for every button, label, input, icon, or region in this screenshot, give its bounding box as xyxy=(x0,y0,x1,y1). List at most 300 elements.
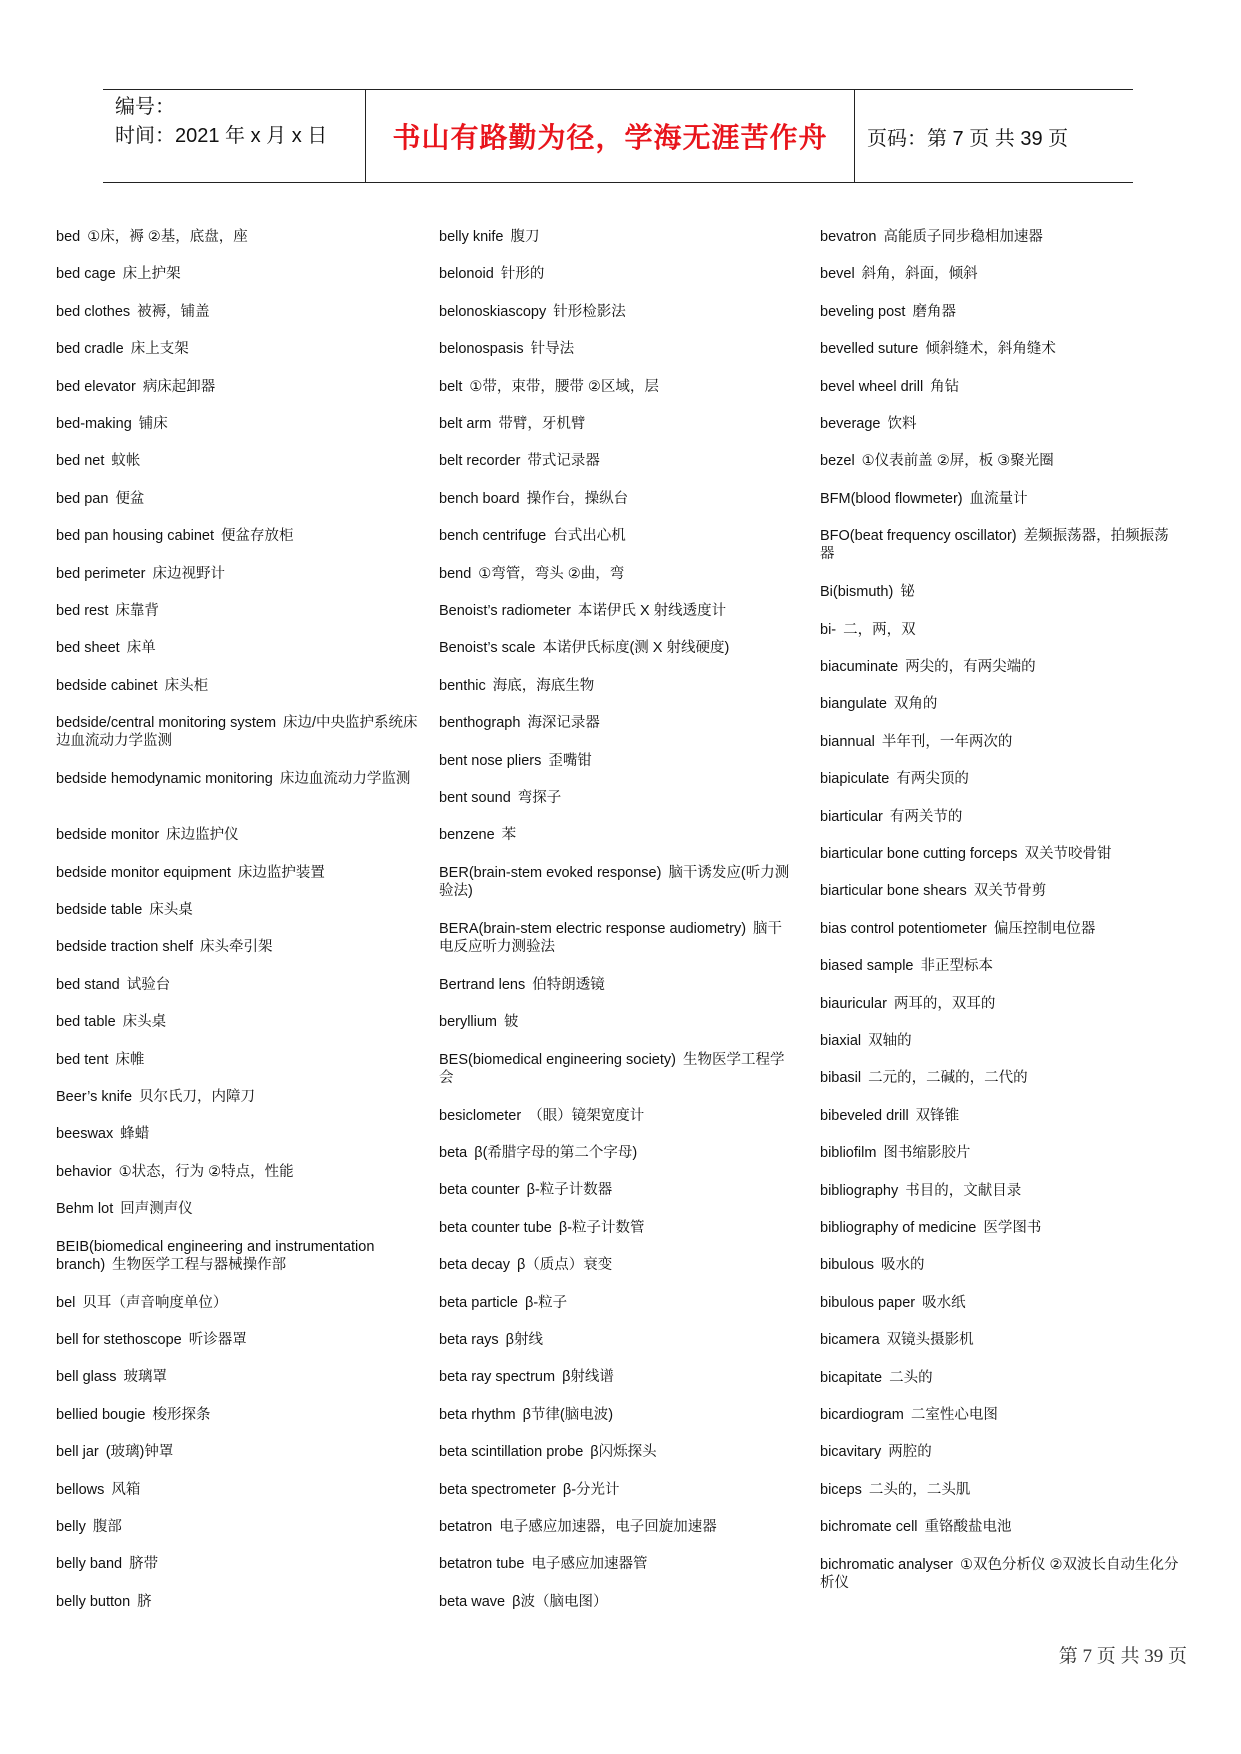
glossary-entry xyxy=(820,265,1180,283)
term-english: bed stand xyxy=(56,976,120,993)
glossary-entry xyxy=(820,228,1180,246)
term-english: beta spectrometer xyxy=(439,1481,556,1498)
term-chinese: 有两关节的 xyxy=(889,808,963,825)
page-footer-number: 第 7 页 共 39 页 xyxy=(1058,1646,1187,1667)
term-english: besiclometer xyxy=(439,1107,522,1124)
term-english: biangulate xyxy=(820,696,887,713)
term-english: bichromate cell xyxy=(820,1519,918,1536)
glossary-entry xyxy=(820,1032,1180,1050)
glossary-entry xyxy=(439,527,794,545)
term-chinese: 两腔的 xyxy=(888,1444,932,1461)
term-english: bell glass xyxy=(56,1369,117,1386)
document-time-label: 时间：2021 年 x 月 x 日 xyxy=(115,125,328,147)
term-english: belonoskiascopy xyxy=(439,303,547,320)
term-chinese: 蚊帐 xyxy=(111,453,141,470)
term-chinese: 床靠背 xyxy=(115,603,159,619)
glossary-entry xyxy=(439,639,794,657)
term-english: bed xyxy=(56,229,81,245)
glossary-entry xyxy=(56,864,422,882)
term-english: bent nose pliers xyxy=(439,752,542,769)
glossary-entry xyxy=(56,1331,422,1349)
term-english: biased sample xyxy=(820,958,914,975)
term-english: Bi(bismuth) xyxy=(820,584,894,601)
term-english: belt recorder xyxy=(439,453,521,470)
term-english: beveling post xyxy=(820,303,906,320)
glossary-entry xyxy=(439,1107,794,1125)
glossary-entry xyxy=(56,228,422,246)
term-chinese: 图书缩影胶片 xyxy=(883,1145,971,1162)
glossary-entry xyxy=(820,1406,1180,1424)
glossary-entry xyxy=(439,602,794,620)
glossary-entry xyxy=(439,1406,794,1424)
term-english: Behm lot xyxy=(56,1201,114,1218)
term-chinese: 双轴的 xyxy=(868,1033,912,1049)
term-english: belonoid xyxy=(439,266,494,283)
term-chinese: 床边血流动力学监测 xyxy=(279,771,411,788)
term-chinese: 倾斜缝术，斜角缝术 xyxy=(925,341,1056,358)
term-english: Benoist’s radiometer xyxy=(439,603,571,619)
term-english: bed perimeter xyxy=(56,565,146,582)
term-english: bed rest xyxy=(56,603,109,619)
term-chinese: 脐带 xyxy=(129,1556,159,1573)
glossary-entry xyxy=(56,1518,422,1536)
term-chinese: 本诺伊氏 X 射线透度计 xyxy=(577,603,727,619)
glossary-entry xyxy=(56,1125,422,1143)
term-chinese: 偏压控制电位器 xyxy=(993,920,1096,937)
term-english: bibliography xyxy=(820,1182,899,1199)
term-chinese: β(希腊字母的第二个字母) xyxy=(474,1145,638,1161)
glossary-entry xyxy=(820,1369,1180,1387)
glossary-entry xyxy=(439,1518,794,1536)
glossary-entry xyxy=(56,976,422,994)
glossary-entry xyxy=(56,1238,422,1274)
glossary-entry xyxy=(820,527,1180,563)
glossary-entry xyxy=(56,1013,422,1031)
page-header xyxy=(103,89,1133,183)
term-english: betatron tube xyxy=(439,1556,525,1573)
term-chinese: 两尖的，有两尖端的 xyxy=(905,659,1036,675)
glossary-entry xyxy=(56,1481,422,1499)
term-english: bibeveled drill xyxy=(820,1107,909,1124)
glossary-entry xyxy=(820,733,1180,751)
term-chinese: 贝尔氏刀，内障刀 xyxy=(139,1089,256,1105)
term-chinese: 针形的 xyxy=(500,266,545,283)
glossary-entry xyxy=(439,265,794,283)
glossary-entry xyxy=(56,490,422,508)
glossary-entry xyxy=(56,901,422,919)
term-chinese: β射线谱 xyxy=(562,1369,614,1386)
glossary-entry xyxy=(820,695,1180,713)
term-chinese: 医学图书 xyxy=(983,1220,1042,1236)
term-chinese: 铍 xyxy=(504,1014,519,1031)
term-chinese: 脐 xyxy=(137,1593,152,1610)
term-english: belly button xyxy=(56,1593,131,1610)
term-chinese: 床边监护仪 xyxy=(166,827,239,844)
term-chinese: 床边视野计 xyxy=(152,565,225,582)
term-chinese: ①弯管，弯头 ②曲，弯 xyxy=(478,565,625,582)
term-chinese: β-分光计 xyxy=(562,1481,620,1498)
term-chinese: 二，两，双 xyxy=(843,621,916,638)
term-english: behavior xyxy=(56,1163,112,1180)
glossary-entry xyxy=(820,1182,1180,1200)
term-chinese: 双角的 xyxy=(893,696,938,713)
term-chinese: 双镜头摄影机 xyxy=(886,1332,974,1349)
glossary-entry xyxy=(820,415,1180,433)
term-chinese: 便盆 xyxy=(115,490,145,507)
glossary-entry xyxy=(439,1256,794,1274)
glossary-entry xyxy=(439,976,794,994)
term-chinese: 床单 xyxy=(126,640,156,657)
glossary-entry xyxy=(439,303,794,321)
term-english: bent sound xyxy=(439,790,511,806)
glossary-entry xyxy=(56,378,422,396)
term-english: BFO(beat frequency oscillator) xyxy=(820,528,1017,545)
term-english: biarticular xyxy=(820,808,883,825)
glossary-entry xyxy=(439,1481,794,1499)
glossary-entry xyxy=(439,1555,794,1573)
term-chinese: 二元的，二碱的，二代的 xyxy=(868,1070,1028,1087)
term-english: bicavitary xyxy=(820,1444,882,1461)
term-english: beverage xyxy=(820,416,881,432)
term-chinese: （眼）镜架宽度计 xyxy=(528,1107,645,1124)
glossary-entry xyxy=(820,658,1180,676)
term-chinese: 台式出心机 xyxy=(553,528,626,545)
term-english: belly band xyxy=(56,1556,123,1573)
term-chinese: 书目的，文献目录 xyxy=(905,1182,1022,1199)
glossary-entry xyxy=(820,583,1180,601)
term-english: beryllium xyxy=(439,1014,498,1031)
glossary-entry xyxy=(439,1294,794,1312)
term-english: bellows xyxy=(56,1481,105,1498)
term-chinese: β-粒子 xyxy=(525,1294,568,1311)
term-chinese: 双关节骨剪 xyxy=(973,883,1047,900)
term-chinese: 电子感应加速器，电子回旋加速器 xyxy=(499,1519,717,1535)
glossary-entry xyxy=(56,1088,422,1106)
term-chinese: β波（脑电图） xyxy=(512,1593,608,1610)
term-english: bibasil xyxy=(820,1070,862,1087)
term-chinese: 海底，海底生物 xyxy=(492,677,595,694)
term-chinese: 伯特朗透镜 xyxy=(532,976,605,993)
term-chinese: 吸水纸 xyxy=(922,1294,966,1311)
glossary-entry xyxy=(820,490,1180,508)
glossary-entry xyxy=(439,714,794,732)
glossary-entry xyxy=(56,303,422,321)
term-chinese: 贝耳（声音响度单位） xyxy=(82,1294,228,1311)
term-chinese: β节律(脑电波) xyxy=(522,1406,614,1423)
term-chinese: 针形检影法 xyxy=(553,303,626,320)
term-chinese: 高能质子同步稳相加速器 xyxy=(883,229,1043,245)
term-chinese: 非正型标本 xyxy=(920,958,993,975)
glossary-entry xyxy=(820,1443,1180,1461)
term-chinese: 二头的 xyxy=(889,1369,933,1386)
term-chinese: 脑干电反应听力测验法 xyxy=(439,920,783,955)
term-english: benzene xyxy=(439,827,495,844)
glossary-entry xyxy=(820,340,1180,358)
term-english: bibulous paper xyxy=(820,1294,916,1311)
glossary-entry xyxy=(56,452,422,470)
term-chinese: 弯探子 xyxy=(517,790,562,806)
term-chinese: β-粒子计数器 xyxy=(526,1182,613,1199)
term-chinese: 听诊器罩 xyxy=(188,1332,247,1348)
term-chinese: 床头桌 xyxy=(149,902,193,918)
term-english: BES(biomedical engineering society) xyxy=(439,1051,676,1068)
term-chinese: 苯 xyxy=(501,827,517,844)
glossary-entry xyxy=(820,1144,1180,1162)
glossary-entry xyxy=(56,602,422,620)
glossary-entry xyxy=(439,340,794,358)
term-chinese: 操作台，操纵台 xyxy=(526,490,629,507)
term-english: beta counter tube xyxy=(439,1219,552,1236)
glossary-entry xyxy=(820,808,1180,826)
term-english: bed elevator xyxy=(56,378,136,395)
glossary-entry xyxy=(439,415,794,433)
glossary-entry xyxy=(439,789,794,807)
term-chinese: 斜角，斜面，倾斜 xyxy=(861,266,978,283)
term-chinese: 重铬酸盐电池 xyxy=(924,1519,1012,1536)
term-english: beta wave xyxy=(439,1593,506,1610)
term-english: bed table xyxy=(56,1014,116,1031)
term-english: BERA(brain-stem electric response audiometry) xyxy=(439,920,747,937)
glossary-entry xyxy=(56,340,422,358)
header-page-code: 页码：第 7 页 共 39 页 xyxy=(867,127,1069,150)
term-chinese: 二头的，二头肌 xyxy=(868,1481,971,1498)
term-english: bicamera xyxy=(820,1332,880,1349)
term-chinese: 床帷 xyxy=(115,1051,145,1068)
glossary-entry xyxy=(820,1331,1180,1349)
glossary-entry xyxy=(56,565,422,583)
term-chinese: 血流量计 xyxy=(969,490,1028,507)
term-english: bellied bougie xyxy=(56,1406,146,1423)
glossary-entry xyxy=(56,1593,422,1611)
glossary-entry xyxy=(56,714,422,750)
term-english: bed tent xyxy=(56,1051,109,1068)
glossary-entry xyxy=(439,378,794,396)
term-english: beta rhythm xyxy=(439,1406,516,1423)
term-chinese: 床头牵引架 xyxy=(200,939,273,956)
term-chinese: 脑干诱发应(听力测验法) xyxy=(439,864,790,899)
term-chinese: ①状态，行为 ②特点，性能 xyxy=(118,1163,294,1180)
term-english: Benoist’s scale xyxy=(439,640,536,657)
term-english: biaxial xyxy=(820,1033,862,1049)
term-english: bedside/central monitoring system xyxy=(56,715,277,732)
term-english: BFM(blood flowmeter) xyxy=(820,490,963,507)
header-meta xyxy=(103,90,365,182)
term-english: bed-making xyxy=(56,416,132,432)
term-chinese: 试验台 xyxy=(126,976,171,993)
glossary-entry xyxy=(56,1200,422,1218)
glossary-entry xyxy=(439,864,794,900)
term-english: bed clothes xyxy=(56,303,131,320)
glossary-entry xyxy=(439,920,794,956)
term-english: bend xyxy=(439,565,472,582)
term-chinese: 病床起卸器 xyxy=(142,378,216,395)
term-english: bevel xyxy=(820,266,855,283)
term-chinese: 床头柜 xyxy=(164,677,209,694)
glossary-entry xyxy=(56,527,422,545)
term-english: belt arm xyxy=(439,416,492,432)
term-english: bezel xyxy=(820,453,855,470)
term-english: biceps xyxy=(820,1481,862,1498)
term-english: benthic xyxy=(439,677,486,694)
term-chinese: 本诺伊氏标度(测 X 射线硬度) xyxy=(542,640,730,657)
term-english: bi- xyxy=(820,621,837,638)
glossary-entry xyxy=(820,621,1180,639)
term-chinese: 腹刀 xyxy=(510,229,540,245)
term-english: Bertrand lens xyxy=(439,976,526,993)
glossary-entry xyxy=(56,938,422,956)
header-motto: 书山有路勤为径，学海无涯苦作舟 xyxy=(365,90,855,182)
term-chinese: 海深记录器 xyxy=(527,715,600,732)
glossary-entry xyxy=(820,1256,1180,1274)
term-english: bell for stethoscope xyxy=(56,1332,182,1348)
term-english: beta counter xyxy=(439,1182,520,1199)
term-chinese: 两耳的，双耳的 xyxy=(893,995,996,1012)
glossary-entry xyxy=(439,1013,794,1031)
term-english: beta ray spectrum xyxy=(439,1369,556,1386)
glossary-entry xyxy=(56,1163,422,1181)
term-english: bibliography of medicine xyxy=(820,1220,977,1236)
glossary-entry xyxy=(439,1593,794,1611)
glossary-entry xyxy=(439,826,794,844)
term-chinese: 吸水的 xyxy=(881,1257,925,1274)
glossary-entry xyxy=(439,1368,794,1386)
glossary-entry xyxy=(439,452,794,470)
term-chinese: ①双色分析仪 ②双波长自动生化分析仪 xyxy=(820,1556,1179,1591)
term-english: bias control potentiometer xyxy=(820,920,987,937)
term-english: bed pan xyxy=(56,490,109,507)
term-chinese: ①带，束带，腰带 ②区域，层 xyxy=(469,378,659,395)
glossary-entry xyxy=(439,565,794,583)
term-chinese: 回声测声仪 xyxy=(120,1201,193,1218)
term-english: BEIB(biomedical engineering and instrumentation branch) xyxy=(56,1238,375,1273)
term-chinese: 歪嘴钳 xyxy=(548,752,592,769)
glossary-entry xyxy=(56,415,422,433)
glossary-entry xyxy=(820,882,1180,900)
glossary-entry xyxy=(820,1069,1180,1087)
term-english: bench centrifuge xyxy=(439,528,547,545)
term-english: bedside table xyxy=(56,902,143,918)
term-english: bicardiogram xyxy=(820,1407,904,1423)
term-chinese: 磨角器 xyxy=(912,303,956,320)
term-english: bed pan housing cabinet xyxy=(56,528,215,545)
term-english: bell jar xyxy=(56,1444,99,1461)
term-chinese: 玻璃罩 xyxy=(123,1369,167,1386)
term-english: Beer’s knife xyxy=(56,1089,133,1105)
glossary-entry xyxy=(56,1406,422,1424)
glossary-entry xyxy=(56,639,422,657)
glossary-entry xyxy=(439,1443,794,1461)
glossary-entry xyxy=(56,770,422,788)
term-english: bibliofilm xyxy=(820,1145,877,1162)
glossary-entry xyxy=(820,920,1180,938)
term-chinese: 针导法 xyxy=(530,341,575,358)
glossary-entry xyxy=(820,770,1180,788)
term-english: bevelled suture xyxy=(820,341,919,358)
document-number-label: 编号： xyxy=(115,96,175,118)
term-english: bedside traction shelf xyxy=(56,939,194,956)
term-chinese: 便盆存放柜 xyxy=(221,528,294,545)
glossary-entry xyxy=(56,677,422,695)
term-english: bedside monitor equipment xyxy=(56,864,231,881)
term-english: beta decay xyxy=(439,1257,510,1274)
glossary-entry xyxy=(820,1518,1180,1536)
term-chinese: 床边/中央监护系统床边血流动力学监测 xyxy=(56,715,418,750)
glossary-entry xyxy=(439,677,794,695)
term-english: bedside cabinet xyxy=(56,677,158,694)
glossary-entry xyxy=(56,265,422,283)
glossary-entry xyxy=(820,995,1180,1013)
term-chinese: 带式记录器 xyxy=(527,453,600,470)
term-english: bevel wheel drill xyxy=(820,378,924,395)
glossary-entry xyxy=(820,378,1180,396)
term-english: beta xyxy=(439,1145,468,1161)
term-chinese: 生物医学工程学会 xyxy=(439,1051,785,1086)
glossary-entry xyxy=(820,957,1180,975)
term-english: beta scintillation probe xyxy=(439,1444,584,1461)
glossary-entry xyxy=(820,452,1180,470)
glossary-entry xyxy=(820,303,1180,321)
term-chinese: 双锋锥 xyxy=(915,1107,960,1124)
glossary-entry xyxy=(56,1555,422,1573)
term-chinese: 风箱 xyxy=(111,1481,141,1498)
glossary-entry xyxy=(439,228,794,246)
glossary-entry xyxy=(56,826,422,844)
term-chinese: 梭形探条 xyxy=(152,1406,211,1423)
term-chinese: (玻璃)钟罩 xyxy=(105,1444,174,1461)
term-chinese: 铋 xyxy=(900,584,915,601)
term-chinese: 角钻 xyxy=(930,378,960,395)
glossary-entry xyxy=(56,1294,422,1312)
term-english: biannual xyxy=(820,733,875,750)
term-english: betatron xyxy=(439,1519,493,1535)
term-chinese: 电子感应加速器管 xyxy=(531,1556,648,1573)
glossary-entry xyxy=(439,752,794,770)
term-english: biauricular xyxy=(820,995,887,1012)
term-english: bench board xyxy=(439,490,520,507)
term-english: bicapitate xyxy=(820,1369,883,1386)
term-english: bel xyxy=(56,1294,76,1311)
term-chinese: β-粒子计数管 xyxy=(558,1219,645,1236)
term-english: biarticular bone shears xyxy=(820,883,967,900)
term-english: bed sheet xyxy=(56,640,120,657)
term-chinese: 铺床 xyxy=(138,416,168,432)
glossary-entry xyxy=(820,1219,1180,1237)
term-chinese: 半年刊，一年两次的 xyxy=(881,733,1013,750)
term-english: bedside monitor xyxy=(56,827,160,844)
term-english: bedside hemodynamic monitoring xyxy=(56,771,273,788)
glossary-entry xyxy=(439,1181,794,1199)
term-english: bed cage xyxy=(56,266,116,283)
term-chinese: 有两尖顶的 xyxy=(896,771,969,788)
term-english: bed cradle xyxy=(56,341,124,358)
glossary-entry xyxy=(439,1331,794,1349)
term-english: bichromatic analyser xyxy=(820,1556,953,1573)
glossary-entry xyxy=(439,1051,794,1087)
term-chinese: 床上护架 xyxy=(122,266,181,283)
term-english: bevatron xyxy=(820,229,877,245)
glossary-entry xyxy=(56,1443,422,1461)
term-chinese: 双关节咬骨钳 xyxy=(1024,846,1112,862)
term-chinese: β射线 xyxy=(505,1332,543,1348)
glossary-entry xyxy=(820,845,1180,863)
term-chinese: 被褥，铺盖 xyxy=(137,303,210,320)
term-english: BER(brain-stem evoked response) xyxy=(439,864,662,881)
term-english: beta rays xyxy=(439,1332,499,1348)
term-english: belt xyxy=(439,378,463,395)
glossary-entry xyxy=(56,1368,422,1386)
term-chinese: 饮料 xyxy=(887,416,917,432)
term-chinese: 带臂，牙机臂 xyxy=(498,416,586,432)
